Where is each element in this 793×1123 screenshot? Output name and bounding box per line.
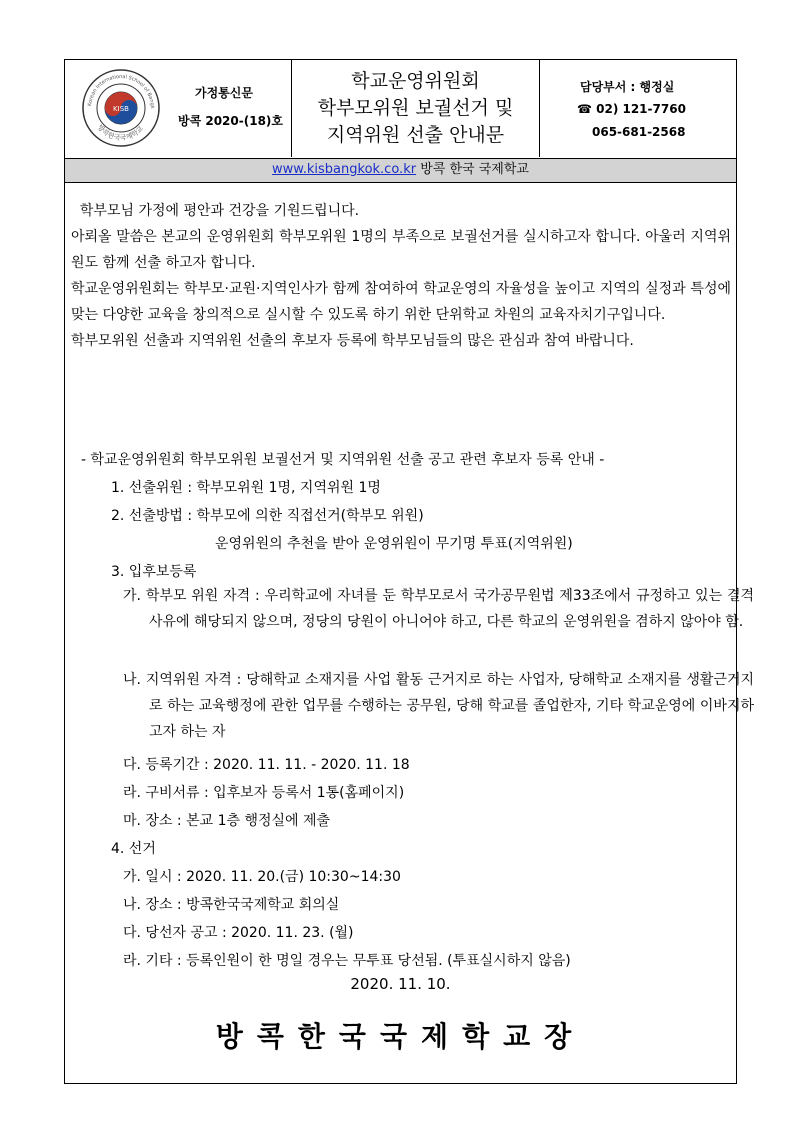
intro-paragraph-3: 학부모위원 선출과 지역위원 선출의 후보자 등록에 학부모님들의 많은 관심과 참여 바랍니다. bbox=[71, 333, 634, 349]
item-4a: 가. 일시 : 2020. 11. 20.(금) 10:30~14:30 bbox=[123, 869, 401, 885]
header-table bbox=[65, 60, 736, 159]
item-3b: 나. 지역위원 자격 : 당해학교 소재지를 사업 활동 근거지로 하는 사업자, 당해학교 소재지를 생활근거지로 하는 교육행정에 관한 업무를 수행하는 공무원, 당해 학교를 졸업한자, 기타 학교운영에 이바지하고자 하는 자 bbox=[123, 672, 754, 740]
website-band bbox=[65, 159, 736, 183]
issue-number: 방콕 2020-(18)호 bbox=[178, 114, 284, 128]
section-title: - 학교운영위원회 학부모위원 보궐선거 및 지역위원 선출 공고 관련 후보자 등록 안내 - bbox=[81, 452, 605, 468]
department: 담당부서 : 행정실 bbox=[580, 80, 675, 94]
item-3a: 가. 학부모 위원 자격 : 우리학교에 자녀를 둔 학부모로서 국가공무원법 제33조에서 규정하고 있는 결격사유에 해당되지 않으며, 정당의 당원이 아니어야 하고, 다른 학교의 운영위원을 겸하지 않아야 함. bbox=[123, 588, 754, 630]
principal-signature: 방콕한국국제학교장 bbox=[215, 1020, 586, 1053]
title-line-2: 학부모위원 보궐선거 및 bbox=[317, 97, 514, 119]
intro-paragraph-2: 학교운영위원회는 학부모·교원·지역인사가 함께 참여하여 학교운영의 자율성을 높이고 지역의 실정과 특성에 맞는 다양한 교육을 창의적으로 실시할 수 있도록 하기 위한 단위학교 차원의 교육자치기구입니다. bbox=[71, 281, 731, 323]
header-left-cell bbox=[65, 60, 292, 157]
item-4b: 나. 장소 : 방콕한국국제학교 회의실 bbox=[123, 897, 340, 913]
phone: ☎ 02) 121-7760 bbox=[577, 102, 686, 116]
item-3c: 다. 등록기간 : 2020. 11. 11. - 2020. 11. 18 bbox=[123, 757, 410, 773]
svg-text:방콕한국국제학교: 방콕한국국제학교 bbox=[95, 123, 146, 143]
item-1: 1. 선출위원 : 학부모위원 1명, 지역위원 1명 bbox=[111, 480, 381, 496]
item-4: 4. 선거 bbox=[111, 841, 156, 857]
svg-text:Korean International School of: Korean International School of Bangk bbox=[87, 73, 156, 109]
school-name: 방콕 한국 국제학교 bbox=[420, 162, 529, 177]
header-title-cell bbox=[292, 60, 540, 157]
item-2: 2. 선출방법 : 학부모에 의한 직접선거(학부모 위원) bbox=[111, 508, 424, 524]
intro-greeting: 학부모님 가정에 평안과 건강을 기원드립니다. bbox=[71, 203, 360, 219]
item-3: 3. 입후보등록 bbox=[111, 564, 197, 580]
document-frame bbox=[64, 59, 754, 1084]
item-3e: 마. 장소 : 본교 1층 행정실에 제출 bbox=[123, 813, 331, 829]
title-line-1: 학교운영위원회 bbox=[351, 70, 480, 92]
item-4d: 라. 기타 : 등록인원이 한 명일 경우는 무투표 당선됨. (투표실시하지 않음) bbox=[123, 953, 571, 969]
issue-date: 2020. 11. 10. bbox=[350, 975, 451, 993]
item-4c: 다. 당선자 공고 : 2020. 11. 23. (월) bbox=[123, 925, 354, 941]
title-line-3: 지역위원 선출 안내문 bbox=[326, 124, 505, 146]
phone-2: 065-681-2568 bbox=[592, 125, 686, 139]
document-title bbox=[292, 68, 539, 149]
svg-text:KISB: KISB bbox=[113, 105, 129, 113]
website-link[interactable]: www.kisbangkok.co.kr bbox=[272, 162, 417, 177]
school-logo-icon bbox=[81, 68, 161, 148]
intro-paragraph-1: 아뢰올 말씀은 본교의 운영위원회 학부모위원 1명의 부족으로 보궐선거를 실시하고자 합니다. 아울러 지역위원도 함께 선출 하고자 합니다. bbox=[71, 229, 731, 271]
item-2-cont: 운영위원의 추천을 받아 운영위원이 무기명 투표(지역위원) bbox=[215, 536, 573, 552]
header-contact-cell bbox=[540, 60, 736, 157]
intro-text bbox=[71, 198, 731, 354]
item-3d: 라. 구비서류 : 입후보자 등록서 1통(홈페이지) bbox=[123, 785, 405, 801]
notice-label: 가정통신문 bbox=[195, 86, 253, 100]
